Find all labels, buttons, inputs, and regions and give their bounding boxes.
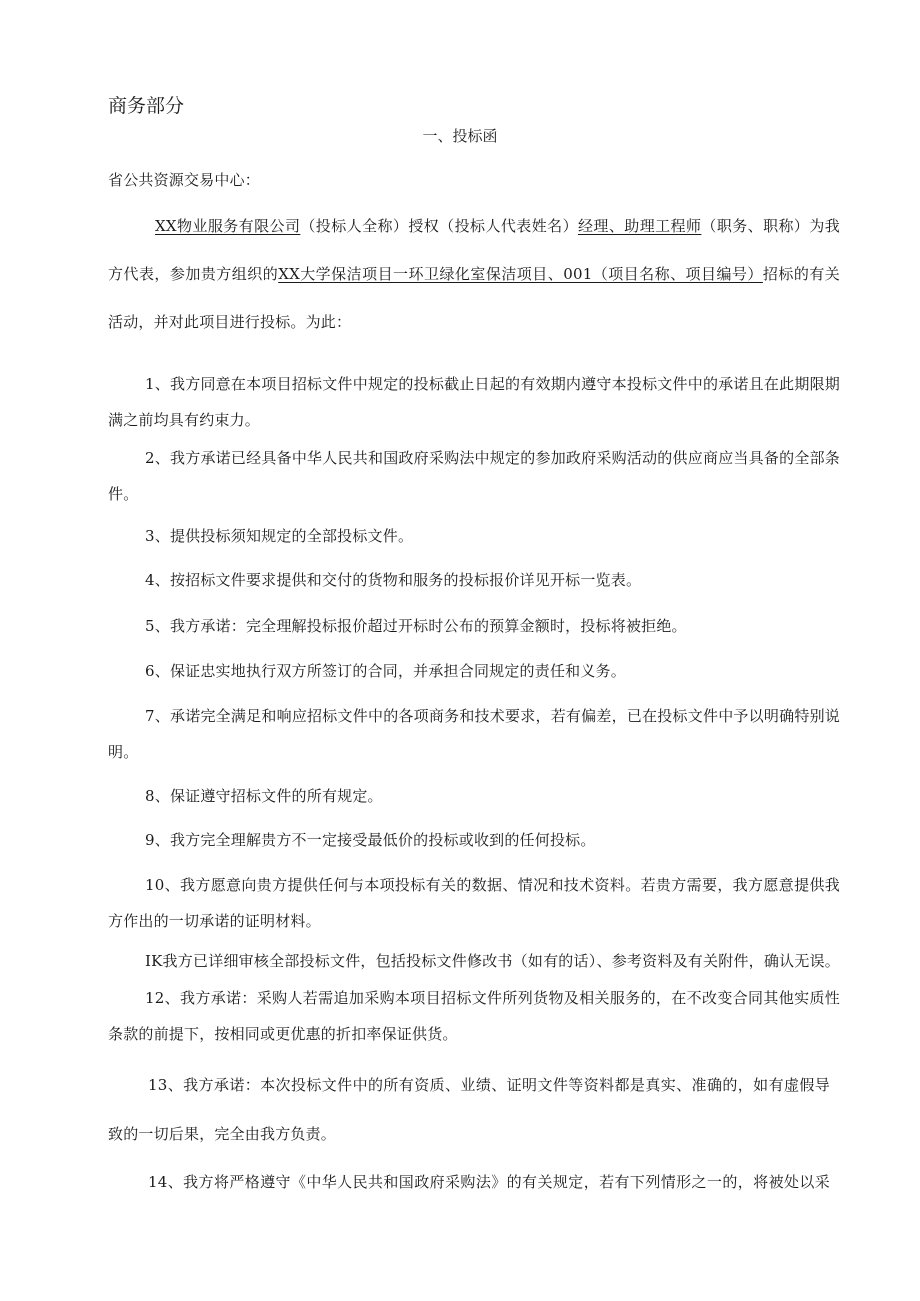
item-6: 6、保证忠实地执行双方所签订的合同，并承担合同规定的责任和义务。: [145, 662, 626, 680]
item-11: IK我方已详细审核全部投标文件，包括投标文件修改书（如有的话）、参考资料及有关附件，确认无误。: [145, 952, 840, 970]
item-3: 3、提供投标须知规定的全部投标文件。: [145, 527, 414, 545]
intro-line-2: [108, 264, 840, 284]
item-2-line-1: 2、我方承诺已经具备中华人民共和国政府采购法中规定的参加政府采购活动的供应商应当具备的全部条: [145, 449, 840, 467]
item-10-line-1: 10、我方愿意向贵方提供任何与本项投标有关的数据、情况和技术资料。若贵方需要，我方愿意提供我: [145, 876, 840, 894]
item-9: 9、我方完全理解贵方不一定接受最低价的投标或收到的任何投标。: [145, 831, 596, 849]
item-5: 5、我方承诺：完全理解投标报价超过开标时公布的预算金额时，投标将被拒绝。: [145, 617, 687, 635]
item-2-line-2: 件。: [108, 485, 139, 503]
addressee: 省公共资源交易中心：: [108, 171, 261, 189]
item-14-line-1: 14、我方将严格遵守《中华人民共和国政府采购法》的有关规定，若有下列情形之一的，将被处以采: [148, 1173, 830, 1191]
item-7-line-2: 明。: [108, 743, 139, 761]
project-name-number: XX大学保洁项目一环卫绿化室保洁项目、001（项目名称、项目编号）: [278, 265, 763, 283]
item-12-line-2: 条款的前提下，按相同或更优惠的折扣率保证供货。: [108, 1025, 458, 1043]
item-1-line-1: 1、我方同意在本项目招标文件中规定的投标截止日起的有效期内遵守本投标文件中的承诺且在此期限期: [145, 375, 840, 393]
title-note: （职务、职称）为我: [701, 217, 840, 235]
representative-title: 经理、助理工程师: [578, 217, 702, 235]
company-note: （投标人全称）授权（投标人代表姓名）: [300, 217, 578, 235]
item-4: 4、按招标文件要求提供和交付的货物和服务的投标报价详见开标一览表。: [145, 571, 642, 589]
section-heading: 商务部分: [108, 95, 185, 117]
item-10-line-2: 方作出的一切承诺的证明材料。: [108, 912, 321, 930]
document-title: 一、投标函: [422, 127, 498, 145]
item-13-line-2: 致的一切后果，完全由我方负责。: [108, 1125, 337, 1143]
bidder-company-name: XX物业服务有限公司: [155, 217, 301, 235]
intro-line-1: [155, 216, 840, 236]
item-13-line-1: 13、我方承诺：本次投标文件中的所有资质、业绩、证明文件等资料都是真实、准确的，如有虚假导: [148, 1076, 830, 1094]
intro-line-2-end: 招标的有关: [762, 265, 840, 283]
item-8: 8、保证遵守招标文件的所有规定。: [145, 787, 383, 805]
item-1-line-2: 满之前均具有约束力。: [108, 411, 261, 429]
intro-line-2-start: 方代表，参加贵方组织的: [108, 265, 279, 283]
item-12-line-1: 12、我方承诺：采购人若需追加采购本项目招标文件所列货物及相关服务的，在不改变合同其他实质性: [145, 989, 840, 1007]
intro-line-3: 活动，并对此项目进行投标。为此：: [108, 313, 352, 331]
item-7-line-1: 7、承诺完全满足和响应招标文件中的各项商务和技术要求，若有偏差，已在投标文件中予以明确特别说: [145, 707, 840, 725]
